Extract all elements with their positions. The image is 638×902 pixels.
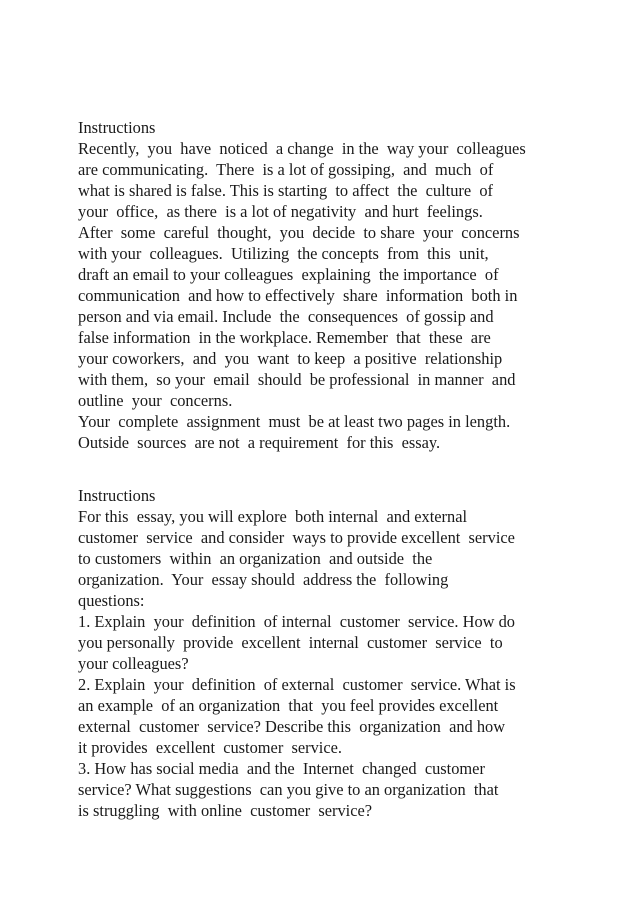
paragraph-line: to customers within an organization and outside the — [78, 549, 433, 568]
paragraph-line: Outside sources are not a requirement for this essay. — [78, 433, 441, 452]
question-line: your colleagues? — [78, 654, 189, 673]
question-line: it provides excellent customer service. — [78, 738, 342, 757]
question-line: service? What suggestions can you give to an organization that — [78, 780, 499, 799]
paragraph-line: organization. Your essay should address the following — [78, 570, 449, 589]
paragraph-line: For this essay, you will explore both internal and external — [78, 507, 468, 526]
paragraph-line: Recently, you have noticed a change in the way your colleagues — [78, 139, 526, 158]
question-line: is struggling with online customer service? — [78, 801, 373, 820]
question-line: 3. How has social media and the Internet changed customer — [78, 759, 485, 778]
paragraph-line: questions: — [78, 591, 145, 610]
paragraph-line: outline your concerns. — [78, 391, 233, 410]
paragraph-line: draft an email to your colleagues explaining the importance of — [78, 265, 499, 284]
question-line: external customer service? Describe this organization and how — [78, 717, 506, 736]
paragraph-line: person and via email. Include the consequences of gossip and — [78, 307, 494, 326]
paragraph-line: After some careful thought, you decide to share your concerns — [78, 223, 520, 242]
paragraph-line: what is shared is false. This is starting to affect the culture of — [78, 181, 493, 200]
paragraph-line: with your colleagues. Utilizing the concepts from this unit, — [78, 244, 489, 263]
section-heading: Instructions — [78, 486, 156, 505]
paragraph-line: your office, as there is a lot of negativity and hurt feelings. — [78, 202, 483, 221]
question-line: an example of an organization that you feel provides excellent — [78, 696, 499, 715]
question-line: you personally provide excellent internal customer service to — [78, 633, 503, 652]
paragraph-line: are communicating. There is a lot of gossiping, and much of — [78, 160, 494, 179]
paragraph-line: with them, so your email should be professional in manner and — [78, 370, 516, 389]
section-heading: Instructions — [78, 118, 156, 137]
paragraph-line: customer service and consider ways to provide excellent service — [78, 528, 515, 547]
paragraph-line: Your complete assignment must be at least two pages in length. — [78, 412, 511, 431]
paragraph-line: false information in the workplace. Remember that these are — [78, 328, 491, 347]
paragraph-line: communication and how to effectively share information both in — [78, 286, 518, 305]
paragraph-line: your coworkers, and you want to keep a positive relationship — [78, 349, 503, 368]
question-line: 1. Explain your definition of internal customer service. How do — [78, 612, 515, 631]
question-line: 2. Explain your definition of external customer service. What is — [78, 675, 516, 694]
